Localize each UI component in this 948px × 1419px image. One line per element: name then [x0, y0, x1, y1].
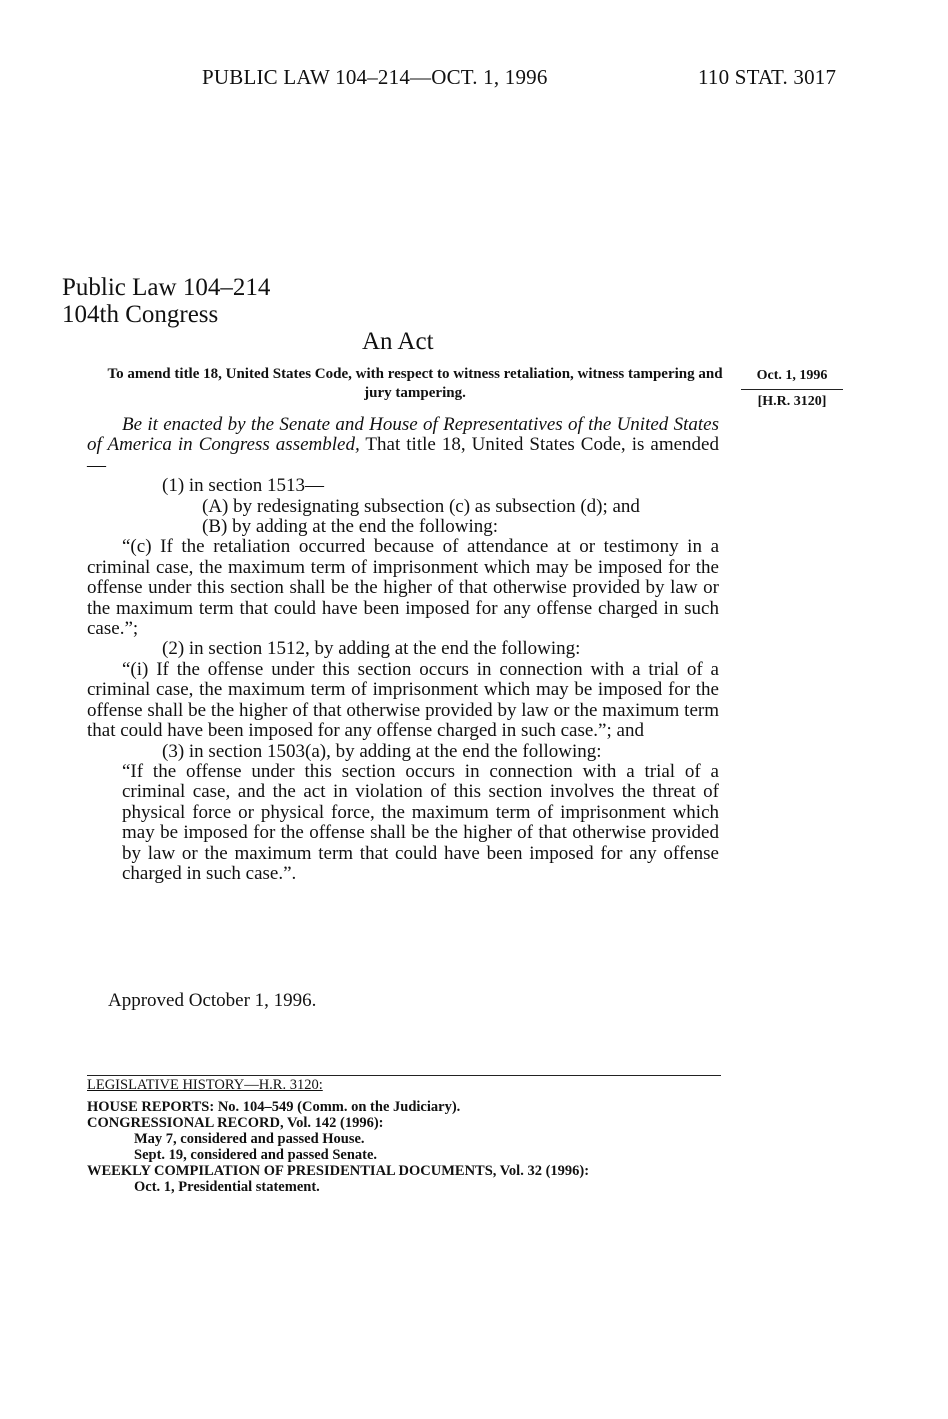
history-heading: LEGISLATIVE HISTORY—H.R. 3120:: [87, 1077, 323, 1093]
public-law-number: Public Law 104–214: [62, 274, 271, 301]
legislative-history: [87, 1077, 727, 1195]
quoted-text-1: “(c) If the retaliation occurred because of attendance at or testimony in a criminal case, the maximum term of imprisonment which may be imposed for the offense under this section shall be the higher of that otherwise provided by law or the maximum term that could have been imposed for any offense charged in such case.”;: [87, 536, 719, 640]
act-body: [87, 415, 719, 884]
congressional-record: CONGRESSIONAL RECORD, Vol. 142 (1996):: [87, 1115, 384, 1131]
law-title-block: [62, 274, 270, 328]
quoted-text-2: “(i) If the offense under this section occurs in connection with a trial of a criminal case, the maximum term of imprisonment which may be imposed for the offense shall be the higher of that otherwise provided by law or the maximum term that could have been imposed for any offense charged in such case.”; and: [87, 658, 719, 742]
paragraph-1: (1) in section 1513—: [162, 475, 325, 497]
approval-line: Approved October 1, 1996.: [108, 990, 317, 1011]
running-header-citation: PUBLIC LAW 104–214—OCT. 1, 1996: [202, 65, 548, 89]
record-entry-senate: Sept. 19, considered and passed Senate.: [134, 1147, 378, 1163]
act-heading: An Act: [362, 328, 434, 355]
enacting-clause-text: That title 18, United States Code, is amended—: [87, 434, 719, 476]
paragraph-3: (3) in section 1503(a), by adding at the end the following:: [162, 740, 602, 762]
running-header-page: 110 STAT. 3017: [698, 65, 837, 89]
act-purpose: To amend title 18, United States Code, with respect to witness retaliation, witness tampering and jury tampering.: [107, 366, 723, 401]
house-reports: HOUSE REPORTS: No. 104–549 (Comm. on the Judiciary).: [87, 1099, 461, 1115]
subparagraph-1b: (B) by adding at the end the following:: [202, 516, 499, 538]
paragraph-2: (2) in section 1512, by adding at the end the following:: [162, 638, 581, 660]
margin-date: Oct. 1, 1996: [756, 368, 828, 383]
presidential-statement: Oct. 1, Presidential statement.: [134, 1179, 320, 1195]
history-divider: [87, 1075, 721, 1076]
margin-divider: [741, 389, 843, 390]
enacting-clause: [87, 415, 719, 476]
record-entry-house: May 7, considered and passed House.: [134, 1131, 365, 1147]
margin-bill-number: [H.R. 3120]: [757, 394, 827, 409]
quoted-text-3: “If the offense under this section occurs in connection with a trial of a criminal case, and the act in violation of this section involves the threat of physical force or physical force, the maximum term of imprisonment which may be imposed for the offense shall be the higher of that otherwise provided by law or the maximum term that could have been imposed for any offense charged in such case.”.: [122, 760, 719, 884]
subparagraph-1a: (A) by redesignating subsection (c) as subsection (d); and: [202, 495, 640, 517]
enacting-clause-italic: Be it enacted by the Senate and House of Representatives of the United States of America in Congress assembled,: [87, 414, 719, 456]
congress-number: 104th Congress: [62, 301, 219, 328]
weekly-compilation: WEEKLY COMPILATION OF PRESIDENTIAL DOCUMENTS, Vol. 32 (1996):: [87, 1163, 590, 1179]
